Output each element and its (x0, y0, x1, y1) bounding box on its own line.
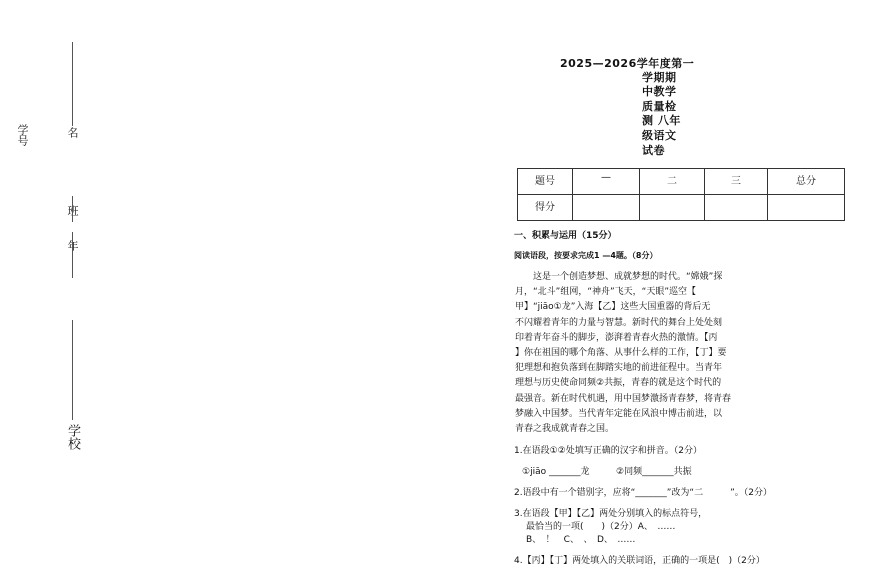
grade-underline (72, 232, 73, 278)
score-cell: 三 (705, 169, 768, 195)
title-line-3: 中教学 (642, 85, 677, 98)
passage-line: 印着青年奋斗的脚步，澎湃着青春火热的激情。【丙 (515, 332, 718, 343)
section-heading: 一、积累与运用（15分） (514, 231, 617, 241)
score-input-cell[interactable] (705, 195, 768, 221)
question-3-line-1: 3.在语段【甲】【乙】两处分别填入的标点符号， (514, 509, 708, 519)
school-underline (72, 320, 73, 420)
title-line-6: 级语文 (642, 129, 677, 142)
question-1: 1.在语段①②处填写正确的汉字和拼音。（2分） (514, 446, 702, 456)
name-label: 名 (66, 127, 79, 138)
score-input-cell[interactable] (640, 195, 705, 221)
question-2: 2.语段中有一个错别字，应将“_______”改为“二 ”。（2分） (514, 488, 772, 498)
question-1-blank-1[interactable]: ①jiāo _______龙 (522, 467, 590, 477)
student-id-label: 学号 (16, 124, 29, 146)
passage-line: 这是一个创造梦想、成就梦想的时代。“嫦娥”探 (533, 272, 723, 282)
passage-line: 】你在祖国的哪个角落、从事什么样的工作，【丁】要 (515, 348, 727, 359)
passage-line: 甲】“jiāo①龙”入海【乙】这些大国重器的背后无 (515, 302, 711, 313)
class-label: 班 (66, 205, 79, 216)
grade-label: 年 (66, 240, 79, 251)
score-input-cell[interactable] (573, 195, 640, 221)
passage-line: 理想与历史使命同频②共振，青春的就是这个时代的 (515, 378, 722, 389)
passage-line: 月，“北斗”组网，“神舟”飞天，“天眼”巡空【 (515, 287, 696, 298)
name-underline (72, 42, 73, 126)
score-table (517, 168, 845, 221)
class-underline (72, 196, 73, 222)
passage-line: 青春之我成就青春之国。 (515, 424, 615, 435)
score-table-score-row (518, 195, 845, 221)
title-line-5: 测 八年 (642, 114, 681, 127)
question-1-blank-2[interactable]: ②同频_______共振 (616, 467, 692, 477)
score-cell: 题号 (518, 169, 573, 195)
title-line-4: 质量检 (642, 100, 677, 113)
score-cell: 二 (640, 169, 705, 195)
title-line-7: 试卷 (642, 144, 665, 157)
question-3-line-3: B、 ！ C、 、 D、 …… (526, 535, 636, 545)
title-line-2: 学期期 (642, 71, 677, 84)
score-input-cell[interactable] (768, 195, 845, 221)
score-table-header-row (518, 169, 845, 195)
passage-line: 犯理想和抱负落到在脚踏实地的前进征程中。当青年 (515, 363, 723, 374)
score-cell: — (573, 169, 640, 195)
passage-line: 不闪耀着青年的力量与智慧。新时代的舞台上处处刻 (515, 317, 723, 328)
school-label: 学校 (65, 424, 80, 450)
question-3-line-2: 最恰当的一项( )（2分）A、 …… (526, 522, 676, 532)
passage-line: 梦融入中国梦。当代青年定能在风浪中博击前进，以 (515, 408, 723, 419)
question-4: 4.【丙】【丁】两处填入的关联词语，正确的一项是( )（2分） (514, 556, 765, 566)
score-cell: 得分 (518, 195, 573, 221)
reading-passage (515, 270, 733, 437)
score-cell: 总分 (768, 169, 845, 195)
section-instruction: 阅读语段，按要求完成1 —4题。（8分） (514, 251, 658, 260)
passage-line: 最强音。新在时代机遇，用中国梦激扬青春梦，将青春 (515, 393, 732, 404)
title-line-1: 2025—2026学年度第一 (560, 57, 695, 70)
